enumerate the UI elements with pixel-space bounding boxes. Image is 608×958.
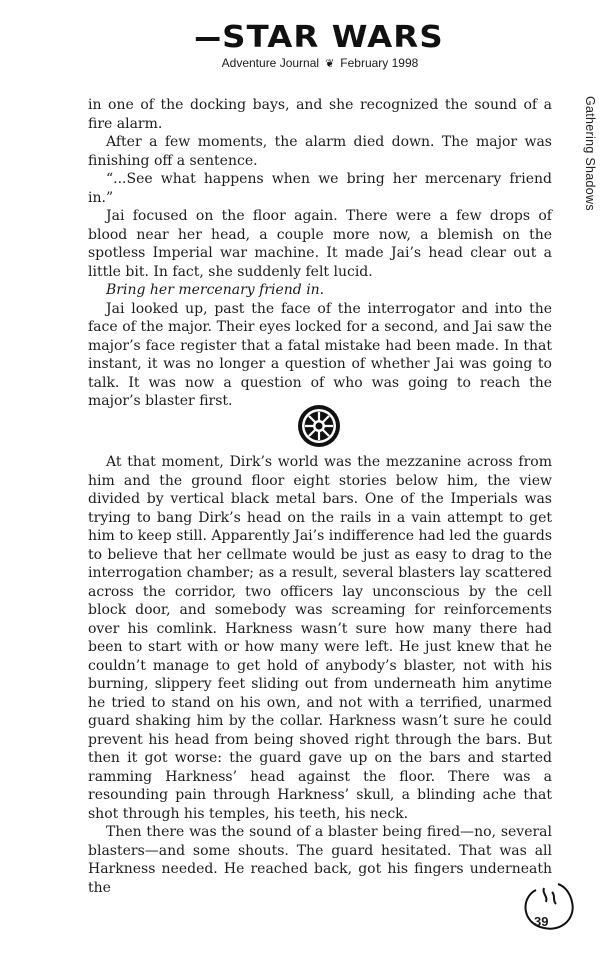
paragraph: in one of the docking bays, and she recognized the sound of a fire alarm. <box>88 97 552 132</box>
paragraph: After a few moments, the alarm died down. The major was finishing off a sentence. <box>88 134 552 169</box>
imperial-emblem-icon <box>297 404 341 448</box>
publication-name: Adventure Journal <box>221 56 320 70</box>
page-ornament-icon <box>514 878 584 938</box>
paragraph: “...See what happens when we bring her mercenary friend in.” <box>88 171 552 206</box>
paragraph: Jai looked up, past the face of the interrogator and into the face of the major. Their eyes locked for a second, and Jai saw the major’s face register that a fatal mistake had been made. In that instant, it was no longer a question of whether Jai was going to talk. It was now a question of who was going to reach the major’s blaster first. <box>88 300 552 409</box>
separator-icon: ❦ <box>325 58 335 70</box>
logo-text: STAR WARS <box>222 20 444 55</box>
star-wars-logo <box>190 22 449 54</box>
issue-date: February 1998 <box>340 56 419 70</box>
paragraph-italic: Bring her mercenary friend in. <box>106 282 325 298</box>
paragraph: Then there was the sound of a blaster being fired—no, several blasters—and some shouts. The guard hesitated. That was all Harkness needed. He reached back, got his fingers underneath the <box>88 824 552 896</box>
text-section-1 <box>88 96 552 411</box>
paragraph: At that moment, Dirk’s world was the mezzanine across from him and the ground floor eight stories below him, the view divided by vertical black metal bars. One of the Imperials was trying to bang Dirk’s head on the rails in a vain attempt to get him to keep still. Apparently Jai’s indifference had led the guards to believe that her cellmate would be just as easy to drag to the interrogation chamber; as a result, several blasters lay scattered across the corridor, two officers lay unconscious by the cell block door, and somebody was screaming for reinforcements over his comlink. Harkness wasn’t sure how many there had been to start with or how many were left. He just knew that he couldn’t manage to get hold of anybody’s blaster, not with his burning, slippery feet sliding out from underneath him anytime he tried to stand on his own, and not with a terrified, unarmed guard shaking him by the collar. Harkness wasn’t sure he could prevent his head from being shoved right through the bars. But then it got worse: the guard gave up on the bars and started ramming Harkness’ head against the floor. There was a resounding pain through Harkness’ skull, a blinding ache that shot through his temples, his teeth, his neck. <box>88 454 552 822</box>
text-section-2 <box>88 453 552 897</box>
masthead <box>200 20 444 71</box>
publication-line <box>200 56 440 71</box>
paragraph: Jai focused on the floor again. There were a few drops of blood near her head, a couple more now, a blemish on the spotless Imperial war machine. It made Jai’s head clear out a little bit. In fact, she suddenly felt lucid. <box>88 208 552 280</box>
page-number: 39 <box>534 914 549 929</box>
story-title-vertical: Gathering Shadows <box>583 96 597 211</box>
